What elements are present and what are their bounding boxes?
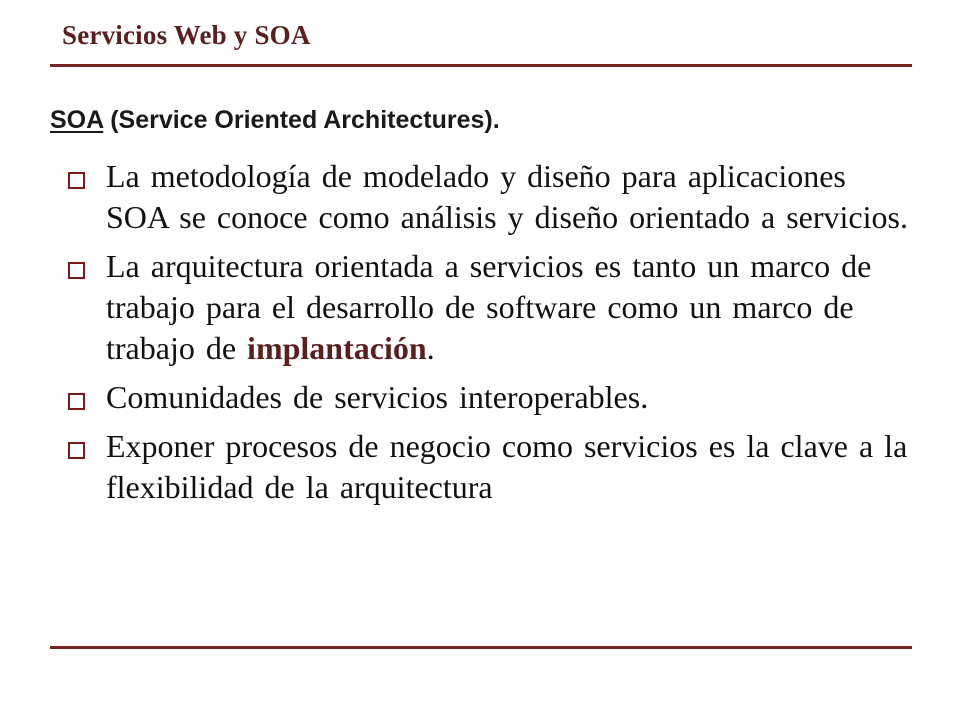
slide-header-title: Servicios Web y SOA: [62, 20, 311, 50]
bullet-emphasis: implantación: [247, 330, 427, 366]
bullet-text: Exponer procesos de negocio como servicios es la clave a la flexibilidad de la arquitectura: [106, 428, 908, 505]
top-divider: [50, 64, 912, 67]
section-title-abbreviation: SOA: [50, 106, 104, 134]
bullet-text-end: .: [426, 330, 435, 366]
bullet-text: La arquitectura orientada a servicios es tanto un marco de trabajo para el desarrollo de software como un marco de trabajo de: [106, 248, 872, 366]
section-title-text: (Service Oriented Architectures).: [103, 106, 500, 134]
bullet-text: Comunidades de servicios interoperables.: [106, 379, 649, 415]
bullet-text: La metodología de modelado y diseño para aplicaciones SOA se conoce como análisis y diseño orientado a servicios.: [106, 158, 908, 235]
bullet-item: [66, 156, 912, 238]
hollow-square-icon: [68, 393, 85, 410]
bullet-item: [66, 426, 912, 508]
bottom-divider: [50, 646, 912, 649]
section-title: [50, 106, 500, 135]
bullet-item: [66, 377, 912, 418]
bullet-list: [66, 156, 912, 516]
hollow-square-icon: [68, 172, 85, 189]
bullet-item: [66, 246, 912, 369]
hollow-square-icon: [68, 442, 85, 459]
hollow-square-icon: [68, 262, 85, 279]
